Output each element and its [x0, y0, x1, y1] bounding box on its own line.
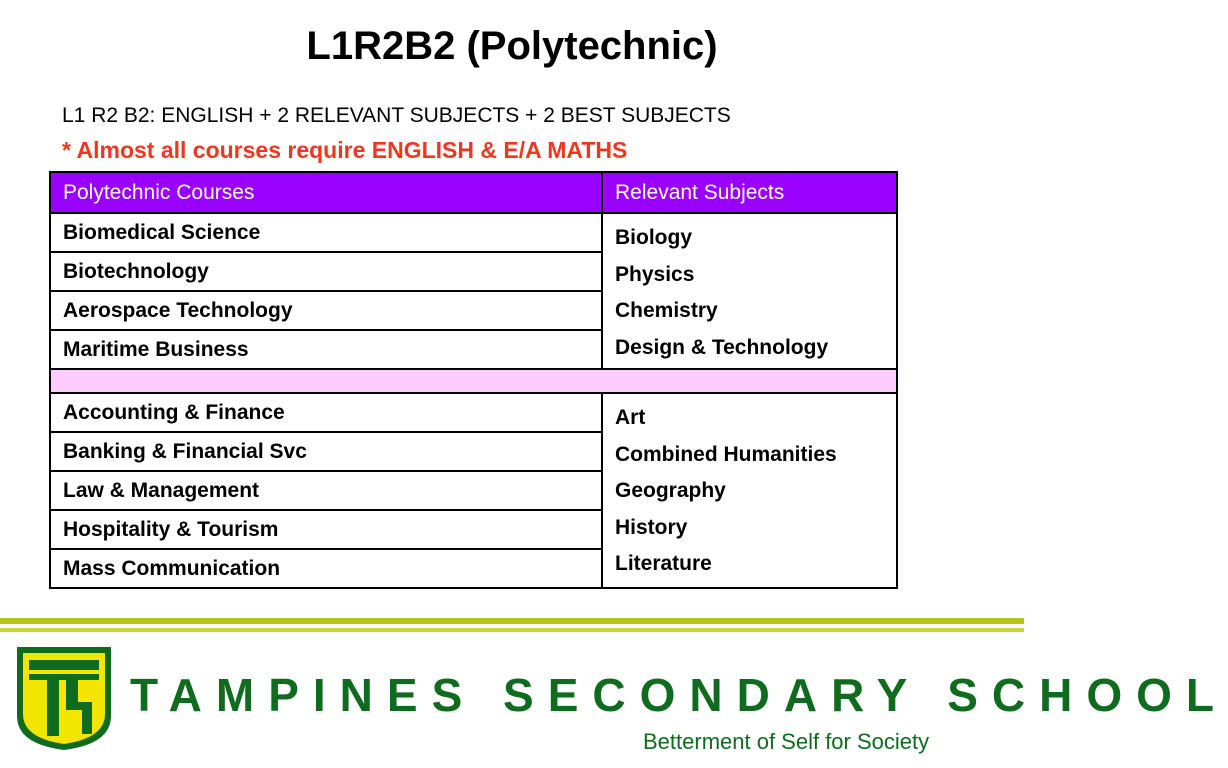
course-cell: Mass Communication	[50, 549, 602, 588]
course-cell: Biomedical Science	[50, 213, 602, 252]
subject-item: Art	[615, 406, 646, 429]
course-cell: Aerospace Technology	[50, 291, 602, 330]
course-cell: Maritime Business	[50, 330, 602, 369]
school-logo-icon	[14, 644, 114, 752]
header-courses: Polytechnic Courses	[50, 172, 602, 213]
course-cell: Banking & Financial Svc	[50, 432, 602, 471]
stripe-line	[0, 618, 1024, 624]
stripe-line	[0, 628, 1024, 632]
school-name: TAMPINES SECONDARY SCHOOL	[130, 669, 1228, 721]
subject-item: Physics	[615, 262, 695, 286]
table-row	[50, 393, 897, 432]
formula-text: L1 R2 B2: ENGLISH + 2 RELEVANT SUBJECTS + 2 BEST SUBJECTS	[62, 104, 731, 127]
subject-item: Combined Humanities	[615, 442, 837, 466]
school-motto: Betterment of Self for Society	[643, 729, 930, 754]
subject-item: Geography	[615, 479, 726, 502]
subject-item: Design & Technology	[615, 335, 829, 359]
course-cell: Hospitality & Tourism	[50, 510, 602, 549]
header-subjects: Relevant Subjects	[602, 172, 897, 213]
table-row	[50, 213, 897, 252]
slide-title: L1R2B2 (Polytechnic)	[306, 24, 718, 68]
courses-table	[49, 171, 898, 589]
subject-item: History	[615, 515, 688, 539]
subjects-cell	[602, 213, 897, 369]
course-cell: Accounting & Finance	[50, 393, 602, 432]
subjects-cell	[602, 393, 897, 588]
group-separator-row	[50, 369, 897, 393]
separator-cell	[50, 369, 897, 393]
requirement-note: * Almost all courses require ENGLISH & E/A MATHS	[62, 137, 628, 163]
course-cell: Biotechnology	[50, 252, 602, 291]
subject-item: Chemistry	[615, 299, 718, 322]
subject-item: Biology	[615, 226, 692, 249]
subject-item: Literature	[615, 552, 712, 575]
course-cell: Law & Management	[50, 471, 602, 510]
table-header-row	[50, 172, 897, 213]
